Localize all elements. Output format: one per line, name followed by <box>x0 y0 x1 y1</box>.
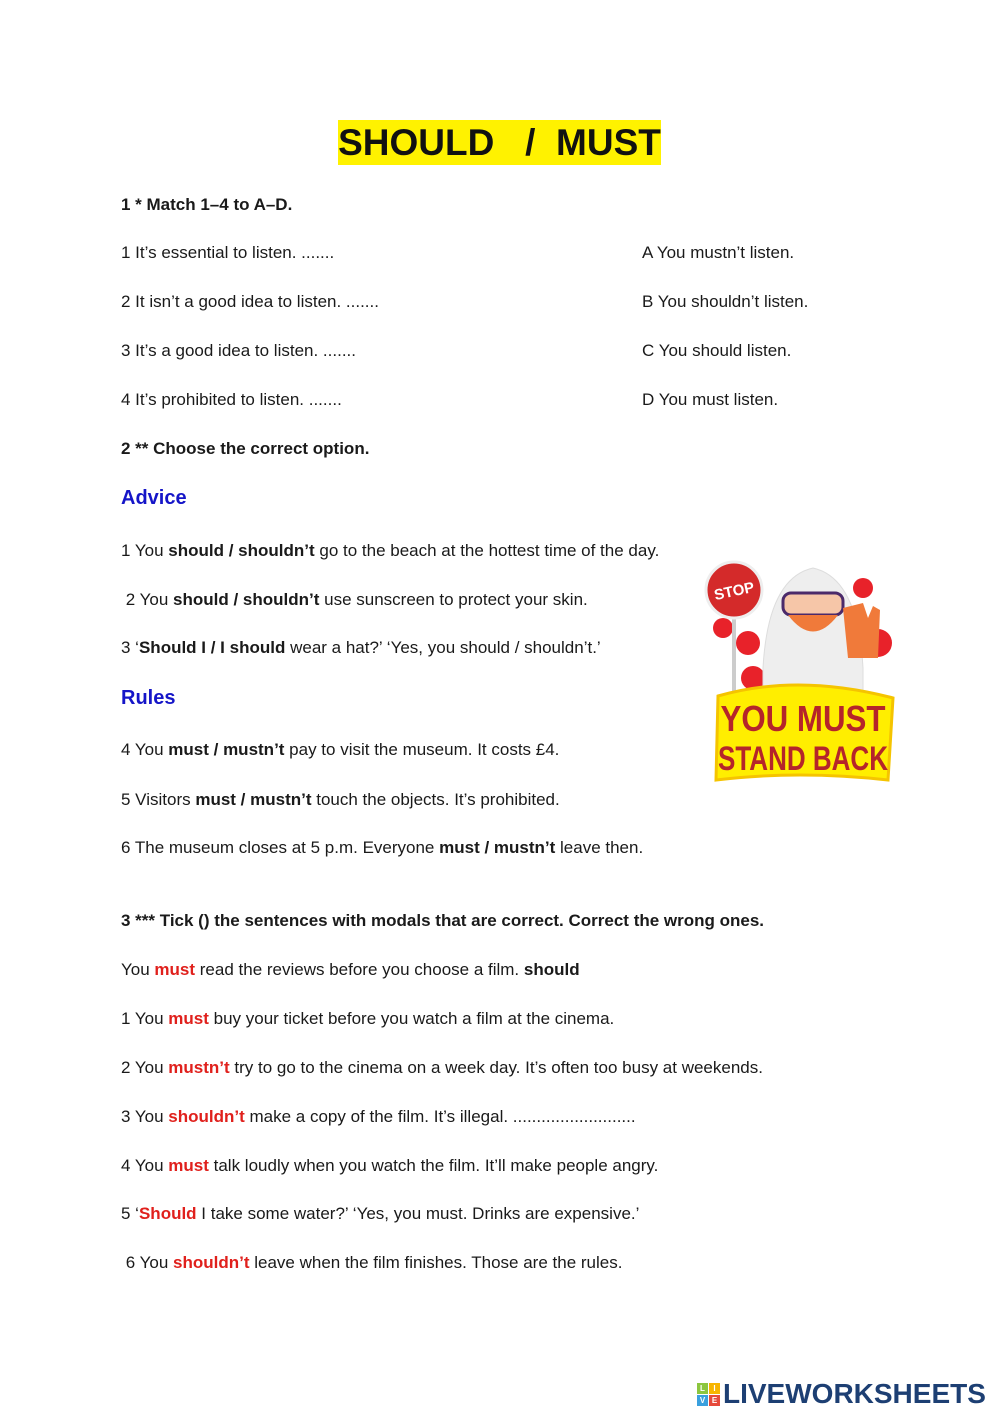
tick-sentence <box>121 1009 614 1029</box>
sentence-text: use sunscreen to protect your skin. <box>319 590 588 609</box>
stop-sign-text: STOP <box>712 578 756 604</box>
modal-word: shouldn’t <box>173 1253 250 1272</box>
example-sentence <box>121 960 580 980</box>
match-right-item: C You should listen. <box>642 341 792 360</box>
choice-sentence <box>121 590 588 610</box>
logo-letter: I <box>709 1383 720 1394</box>
sentence-text: 6 The museum closes at 5 p.m. Everyone <box>121 838 440 857</box>
tick-sentence <box>121 1107 636 1127</box>
sentence-text: You <box>121 960 155 979</box>
sentence-text: make a copy of the film. It’s illegal. .......................... <box>244 1107 636 1126</box>
sentence-text: read the reviews before you choose a film. <box>195 960 524 979</box>
sentence-text: leave when the film finishes. Those are the rules. <box>249 1253 623 1272</box>
logo-text: LIVEWORKSHEETS <box>723 1378 986 1409</box>
sentence-text: 3 ‘ <box>121 638 139 657</box>
sentence-text: 1 You <box>121 541 169 560</box>
choice-sentence <box>121 638 601 658</box>
sentence-text: try to go to the cinema on a week day. It’s often too busy at weekends. <box>229 1058 763 1077</box>
logo-letter: L <box>697 1383 708 1394</box>
live-blocks-icon <box>697 1383 720 1406</box>
logo-letter: V <box>697 1395 708 1406</box>
exercise-3-heading: 3 *** Tick () the sentences with modals that are correct. Correct the wrong ones. <box>121 911 765 930</box>
choice-sentence <box>121 541 659 561</box>
sentence-text: leave then. <box>555 838 644 857</box>
rules-subheading: Rules <box>121 687 176 709</box>
modal-word: mustn’t <box>168 1058 230 1077</box>
option-choice: must / mustn’t <box>195 790 312 809</box>
exercise-2-heading: 2 ** Choose the correct option. <box>121 439 370 458</box>
sentence-text: 6 You <box>121 1253 174 1272</box>
sentence-text: 5 Visitors <box>121 790 196 809</box>
option-choice: should <box>523 960 580 979</box>
sentence-text: touch the objects. It’s prohibited. <box>311 790 560 809</box>
tick-sentence <box>121 1204 639 1224</box>
sentence-text: buy your ticket before you watch a film at the cinema. <box>208 1009 615 1028</box>
sentence-text: I take some water?’ ‘Yes, you must. Drinks are expensive.’ <box>196 1204 640 1223</box>
sentence-text: 2 You <box>121 1058 169 1077</box>
option-choice: must / mustn’t <box>439 838 556 857</box>
sentence-text: 4 You <box>121 1156 169 1175</box>
match-right-item: A You mustn’t listen. <box>642 243 795 262</box>
sentence-text: go to the beach at the hottest time of the day. <box>314 541 660 560</box>
advice-subheading: Advice <box>121 487 187 509</box>
sentence-text: wear a hat?’ ‘Yes, you should / shouldn’t.’ <box>285 638 601 657</box>
modal-word: must <box>168 1156 209 1175</box>
match-right-item: B You shouldn’t listen. <box>642 292 809 311</box>
banner-line-2: STAND BACK <box>718 740 889 778</box>
option-choice: should / shouldn’t <box>173 590 320 609</box>
modal-word: Should <box>138 1204 197 1223</box>
choice-sentence <box>121 838 643 858</box>
choice-sentence <box>121 740 559 760</box>
modal-word: shouldn’t <box>168 1107 245 1126</box>
sentence-text: 2 You <box>121 590 174 609</box>
modal-word: must <box>168 1009 209 1028</box>
sentence-text: 3 You <box>121 1107 169 1126</box>
choice-sentence <box>121 790 560 810</box>
exercise-1-heading: 1 * Match 1–4 to A–D. <box>121 195 293 214</box>
match-left-item: 2 It isn’t a good idea to listen. ....... <box>121 292 379 311</box>
match-right-item: D You must listen. <box>642 390 779 409</box>
tick-sentence <box>121 1156 658 1176</box>
option-choice: Should I / I should <box>138 638 286 657</box>
logo-letter: E <box>709 1395 720 1406</box>
sentence-text: 4 You <box>121 740 169 759</box>
sentence-text: pay to visit the museum. It costs £4. <box>284 740 560 759</box>
sentence-text: 1 You <box>121 1009 169 1028</box>
banner-line-1: YOU MUST <box>720 698 886 739</box>
modal-word: must <box>154 960 196 979</box>
sentence-text: 5 ‘ <box>121 1204 139 1223</box>
sentence-text: talk loudly when you watch the film. It’ll make people angry. <box>208 1156 659 1175</box>
page-title: SHOULD / MUST <box>338 122 661 163</box>
liveworksheets-logo <box>697 1378 986 1410</box>
tick-sentence <box>121 1058 763 1078</box>
option-choice: should / shouldn’t <box>168 541 315 560</box>
you-must-stand-back-illustration <box>688 548 903 783</box>
match-left-item: 3 It’s a good idea to listen. ....... <box>121 341 356 360</box>
match-left-item: 1 It’s essential to listen. ....... <box>121 243 335 262</box>
tick-sentence <box>121 1253 622 1273</box>
match-left-item: 4 It’s prohibited to listen. ....... <box>121 390 342 409</box>
option-choice: must / mustn’t <box>168 740 285 759</box>
